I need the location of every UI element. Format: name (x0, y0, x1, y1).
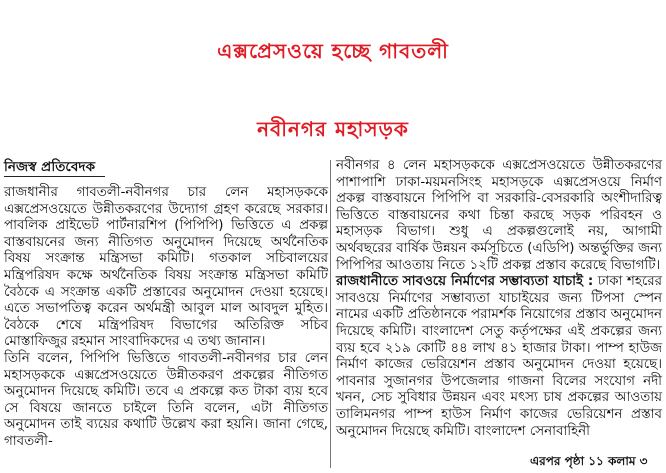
article-column-right (336, 158, 662, 440)
continued-on-page-link[interactable]: এরপর পৃষ্ঠা ১১ কলাম ৩ (526, 453, 648, 473)
headline-line-1: এক্সপ্রেসওয়ে হচ্ছে গাবতলী (217, 39, 449, 63)
subheading-subway: রাজধানীতে সাবওয়ে নির্মাণের সম্ভাব্যতা যাচাই : (336, 274, 594, 290)
paragraph-3: নবীনগর ৪ লেন মহাসড়ককে এক্সপ্রেসওয়েতে উন্নীতকরণের পাশাপাশি ঢাকা-ময়মনসিংহ মহাসড়কে এক্সপ্রেসওয়ে নির্মাণ প্রকল্প বাস্তবায়নে পিপিপি বা সরকারি-বেসরকারি অংশীদারিত্ব ভিত্তিতে বাস্তবায়নের কথা চিন্তা করছে সড়ক পরিবহন ও মহাসড়ক বিভাগ। শুধু এ প্রকল্পগুলোই নয়, আগামী অর্থবছরের বার্ষিক উন্নয়ন কর্মসূচিতে (এডিপি) অন্তর্ভুক্তির জন্য পিপিপির আওতায় নিতে ১২টি প্রকল্প প্রস্তাব করেছে বিভাগটি। (336, 158, 662, 273)
paragraph-4-text: ঢাকা শহরের সাবওয়ে নির্মাণের সম্ভাব্যতা যাচাইয়ের জন্য টিপসা স্পেন নামের একটি প্রতিষ্ঠানকে পরামর্শক নিয়োগের প্রস্তাব অনুমোদন দিয়েছে কমিটি। বাংলাদেশ সেতু কর্তৃপক্ষের এই প্রকল্পের জন্য ব্যয় হবে ২১৯ কোটি ৪৪ লাখ ৪১ হাজার টাকা। পাম্প হাউজ নির্মাণ কাজের ভেরিয়েশন প্রস্তাব অনুমোদন দেওয়া হয়েছে। পাবনার সুজানগর উপজেলার গাজনা বিলের সংযোগ নদী খনন, সেচ সুবিধার উন্নয়ন এবং মৎস্য চাষ প্রকল্পের আওতায় তালিমনগর পাম্প হাউস নির্মাণ কাজের ভেরিয়েশন প্রস্তাব অনুমোদন দিয়েছে কমিটি। বাংলাদেশ সেনাবাহিনী (336, 274, 662, 439)
column-divider (330, 160, 331, 468)
paragraph-1: রাজধানীর গাবতলী-নবীনগর চার লেন মহাসড়ককে এক্সপ্রেসওয়েতে উন্নীতকরণের উদ্যোগ গ্রহণ করেছে সরকার। পাবলিক প্রাইভেট পার্টনারশিপ (পিপিপি) ভিত্তিতে এ প্রকল্প বাস্তবায়নের জন্য নীতিগত অনুমোদন দিয়েছে অর্থনৈতিক বিষয় সংক্রান্ত মন্ত্রিসভা কমিটি। গতকাল সচিবালয়ের মন্ত্রিপরিষদ কক্ষে অর্থনৈতিক বিষয় সংক্রান্ত মন্ত্রিসভা কমিটি বৈঠকে এ সংক্রান্ত একটি প্রস্তাবের অনুমোদন দেওয়া হয়েছে। এতে সভাপতিত্ব করেন অর্থমন্ত্রী আবুল মাল আবদুল মুহিত। বৈঠকে শেষে মন্ত্রিপরিষদ বিভাগের অতিরিক্ত সচিব মোস্তাফিজুর রহমান সাংবাদিকদের এ তথ্য জানান। (4, 185, 328, 350)
article-column-left (4, 158, 328, 451)
paragraph-4 (336, 274, 662, 440)
headline-line-2: নবীনগর মহাসড়ক (257, 117, 409, 141)
byline: নিজস্ব প্রতিবেদক (4, 158, 105, 177)
paragraph-2: তিনি বলেন, পিপিপি ভিত্তিতে গাবতলী-নবীনগর চার লেন মহাসড়ককে এক্সপ্রেসওয়েতে উন্নীতকরণ প্রকল্পের নীতিগত অনুমোদন দিয়েছে কমিটি। তবে এ প্রকল্পে কত টাকা ব্যয় হবে সে বিষয়ে জানতে চাইলে তিনি বলেন, এটা নীতিগত অনুমোদন তাই ব্যয়ের কথাটি উল্লেখ করা হয়নি। জানা গেছে, গাবতলী- (4, 350, 328, 449)
